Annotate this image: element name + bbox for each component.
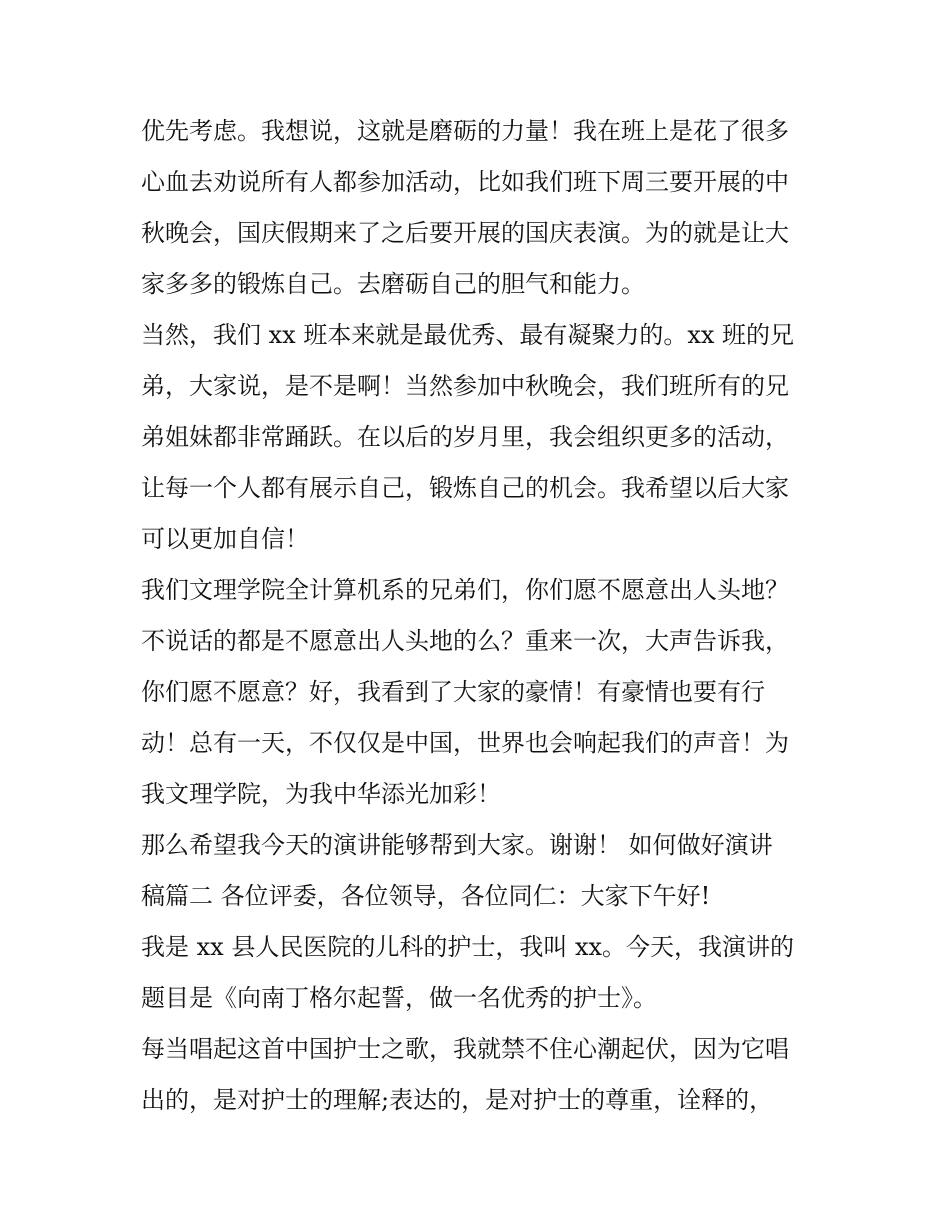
text-line: 我文理学院，为我中华添光加彩！	[141, 780, 501, 808]
text-line: 出的，是对护士的理解;表达的，是对护士的尊重，诠释的，	[141, 1086, 774, 1114]
text-line: 让每一个人都有展示自己，锻炼自己的机会。我希望以后大家	[141, 474, 789, 502]
text-line: 你们愿不愿意？好，我看到了大家的豪情！有豪情也要有行	[141, 678, 765, 706]
text-line: 可以更加自信！	[141, 525, 309, 553]
text-line: 动！总有一天，不仅仅是中国，世界也会响起我们的声音！为	[141, 729, 789, 757]
text-line: 秋晚会，国庆假期来了之后要开展的国庆表演。为的就是让大	[141, 219, 789, 247]
text-line: 我是 xx 县人民医院的儿科的护士，我叫 xx。今天，我演讲的	[141, 933, 795, 961]
text-line: 弟，大家说，是不是啊！当然参加中秋晚会，我们班所有的兄	[141, 372, 789, 400]
text-line: 心血去劝说所有人都参加活动，比如我们班下周三要开展的中	[141, 168, 789, 196]
text-line: 题目是《向南丁格尔起誓，做一名优秀的护士》。	[141, 984, 657, 1012]
text-line: 每当唱起这首中国护士之歌，我就禁不住心潮起伏，因为它唱	[141, 1035, 789, 1063]
text-line: 弟姐妹都非常踊跃。在以后的岁月里，我会组织更多的活动，	[141, 423, 789, 451]
text-line: 稿篇二 各位评委，各位领导，各位同仁：大家下午好!	[141, 882, 711, 910]
text-line: 那么希望我今天的演讲能够帮到大家。谢谢！ 如何做好演讲	[141, 831, 773, 859]
text-line: 我们文理学院全计算机系的兄弟们，你们愿不愿意出人头地？	[141, 576, 789, 604]
text-line: 当然，我们 xx 班本来就是最优秀、最有凝聚力的。xx 班的兄	[141, 321, 795, 349]
document-body	[141, 106, 821, 1126]
text-line: 家多多的锻炼自己。去磨砺自己的胆气和能力。	[141, 270, 645, 298]
text-line: 不说话的都是不愿意出人头地的么？重来一次，大声告诉我，	[141, 627, 789, 655]
text-line: 优先考虑。我想说，这就是磨砺的力量！我在班上是花了很多	[141, 117, 789, 145]
